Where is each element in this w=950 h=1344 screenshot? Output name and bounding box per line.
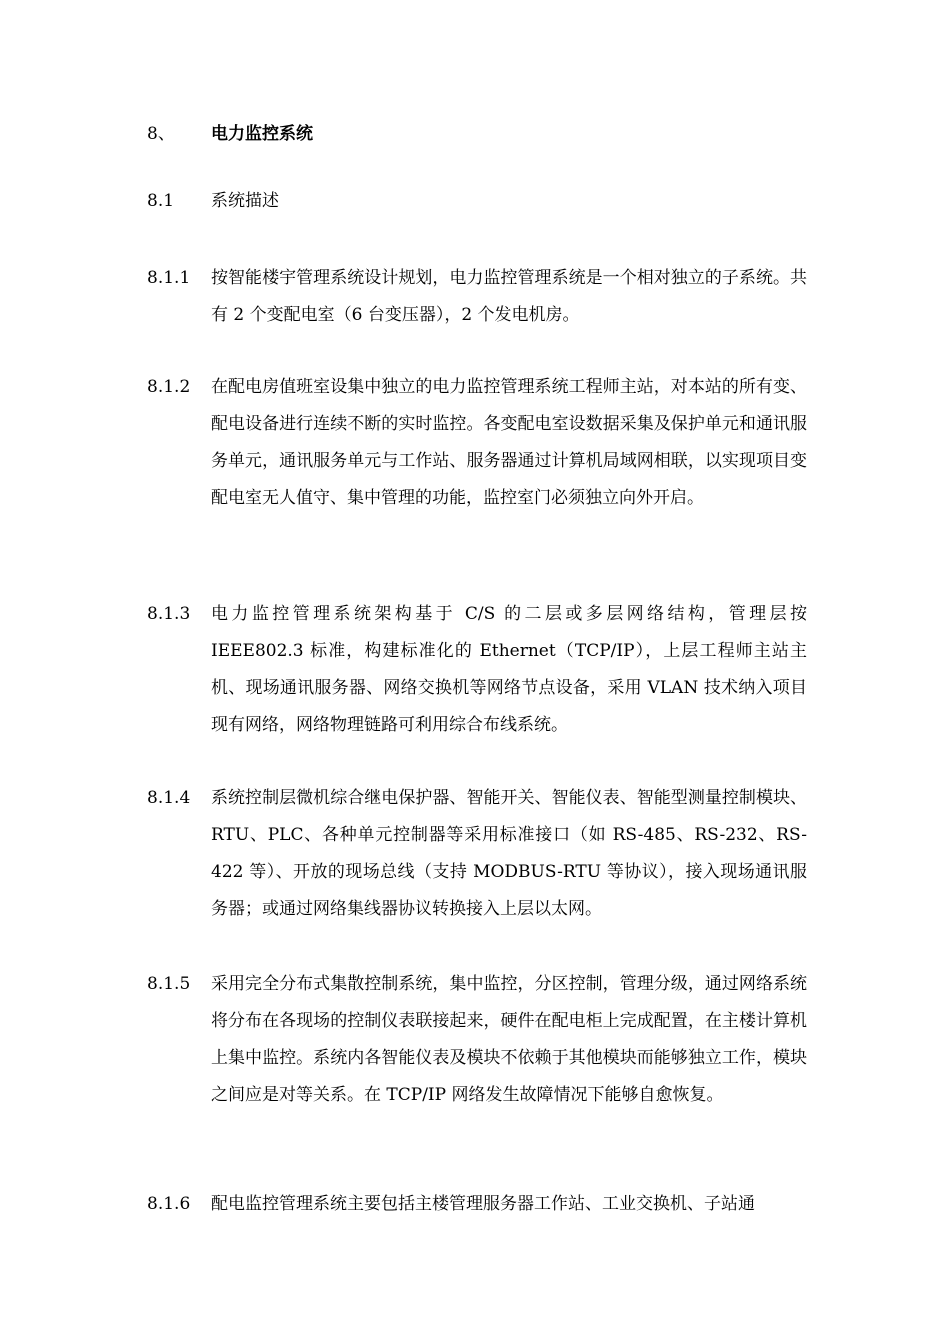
paragraph-text: 电力监控管理系统架构基于 C/S 的二层或多层网络结构，管理层按 IEEE802.3 标准，构建标准化的 Ethernet（TCP/IP），上层工程师主站主机、现场通讯服务器、网络交换机等网络节点设备，采用 VLAN 技术纳入项目现有网络，网络物理链路可利用综合布线系统。: [211, 604, 807, 735]
paragraph-number: 8.1.3: [147, 604, 191, 624]
subsection-heading: [147, 186, 847, 216]
paragraph-number: 8.1.2: [147, 377, 191, 397]
paragraph-number: 8.1.6: [147, 1194, 191, 1214]
section-number: 8、: [147, 124, 175, 144]
paragraph-number: 8.1.4: [147, 788, 191, 808]
paragraph-number: 8.1.1: [147, 268, 191, 288]
section-title: 电力监控系统: [211, 124, 313, 144]
subsection-title: 系统描述: [211, 191, 279, 211]
subsection-number: 8.1: [147, 191, 175, 211]
paragraph-text: 配电监控管理系统主要包括主楼管理服务器工作站、工业交换机、子站通: [211, 1194, 755, 1214]
paragraph-number: 8.1.5: [147, 974, 191, 994]
paragraph-text: 在配电房值班室设集中独立的电力监控管理系统工程师主站，对本站的所有变、配电设备进行连续不断的实时监控。各变配电室设数据采集及保护单元和通讯服务单元，通讯服务单元与工作站、服务器通过计算机局域网相联，以实现项目变配电室无人值守、集中管理的功能，监控室门必须独立向外开启。: [211, 377, 807, 508]
paragraph-text: 按智能楼宇管理系统设计规划，电力监控管理系统是一个相对独立的子系统。共有 2 个变配电室（6 台变压器），2 个发电机房。: [211, 268, 807, 325]
paragraph-text: 采用完全分布式集散控制系统，集中监控，分区控制，管理分级，通过网络系统将分布在各现场的控制仪表联接起来，硬件在配电柜上完成配置，在主楼计算机上集中监控。系统内各智能仪表及模块不依赖于其他模块而能够独立工作，模块之间应是对等关系。在 TCP/IP 网络发生故障情况下能够自愈恢复。: [211, 974, 807, 1105]
section-heading: [147, 119, 847, 149]
paragraph-text: 系统控制层微机综合继电保护器、智能开关、智能仪表、智能型测量控制模块、RTU、PLC、各种单元控制器等采用标准接口（如 RS-485、RS-232、RS-422 等）、开放的现场总线（支持 MODBUS-RTU 等协议），接入现场通讯服务器；或通过网络集线器协议转换接入上层以太网。: [211, 788, 807, 919]
